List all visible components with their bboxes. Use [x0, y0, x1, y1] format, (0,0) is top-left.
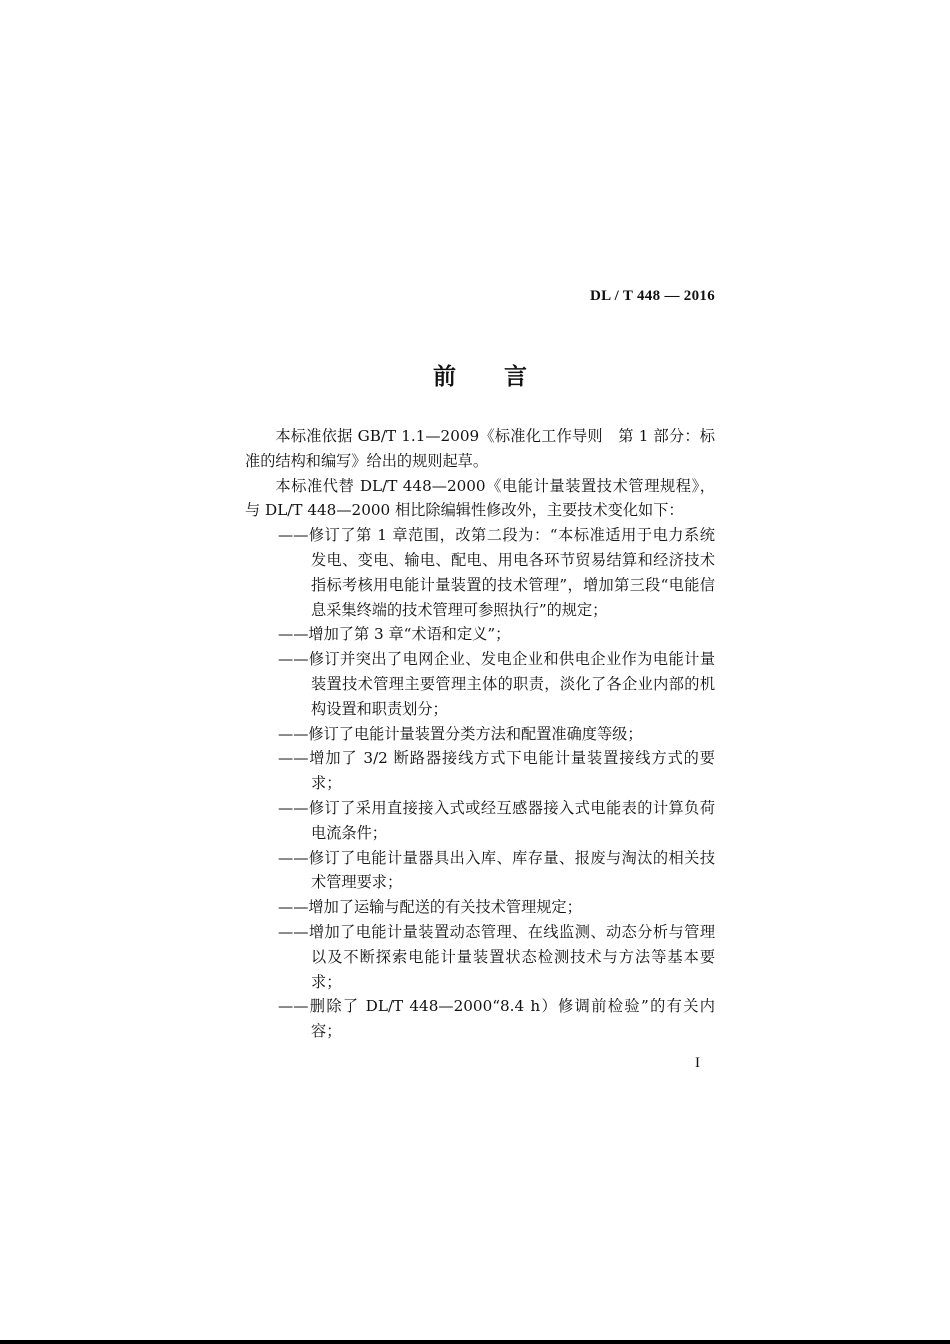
list-item: ——删除了 DL/T 448—2000“8.4 h）修调前检验”的有关内容； — [278, 997, 715, 1041]
paragraph: 本标准代替 DL/T 448—2000《电能计量装置技术管理规程》，与 DL/T 448—2000 相比除编辑性修改外，主要技术变化如下： — [245, 476, 715, 520]
list-item: ——增加了电能计量装置动态管理、在线监测、动态分析与管理以及不断探索电能计量装置状态检测技术与方法等基本要求； — [278, 922, 715, 991]
list-item: ——修订并突出了电网企业、发电企业和供电企业作为电能计量装置技术管理主要管理主体的职责，淡化了各企业内部的机构设置和职责划分； — [278, 650, 715, 718]
list-item: ——修订了电能计量装置分类方法和配置准确度等级； — [278, 724, 643, 743]
list-item: ——增加了第 3 章“术语和定义”； — [278, 625, 511, 644]
title-char-1: 前 — [433, 364, 456, 390]
list-item: ——修订了第 1 章范围，改第二段为：“本标准适用于电力系统发电、变电、输电、配电、用电各环节贸易结算和经济技术指标考核用电能计量装置的技术管理”，增加第三段“电能信息采集终端的技术管理可参照执行”的规定； — [278, 526, 715, 619]
title-char-2: 言 — [504, 364, 527, 390]
bottom-border — [0, 1340, 950, 1344]
paragraph: 本标准依据 GB/T 1.1—2009《标准化工作导则 第 1 部分：标准的结构和编写》给出的规则起草。 — [245, 427, 715, 470]
list-item: ——修订了电能计量器具出入库、库存量、报废与淘汰的相关技术管理要求； — [278, 848, 715, 892]
page-title — [433, 358, 527, 391]
list-item: ——修订了采用直接接入式或经互感器接入式电能表的计算负荷电流条件； — [278, 798, 715, 842]
page-number: I — [695, 1055, 700, 1071]
foreword-body — [245, 424, 715, 1044]
list-item: ——增加了 3/2 断路器接线方式下电能计量装置接线方式的要求； — [278, 749, 715, 793]
standard-code: DL / T 448 — 2016 — [590, 288, 715, 304]
list-item: ——增加了运输与配送的有关技术管理规定； — [278, 898, 582, 917]
